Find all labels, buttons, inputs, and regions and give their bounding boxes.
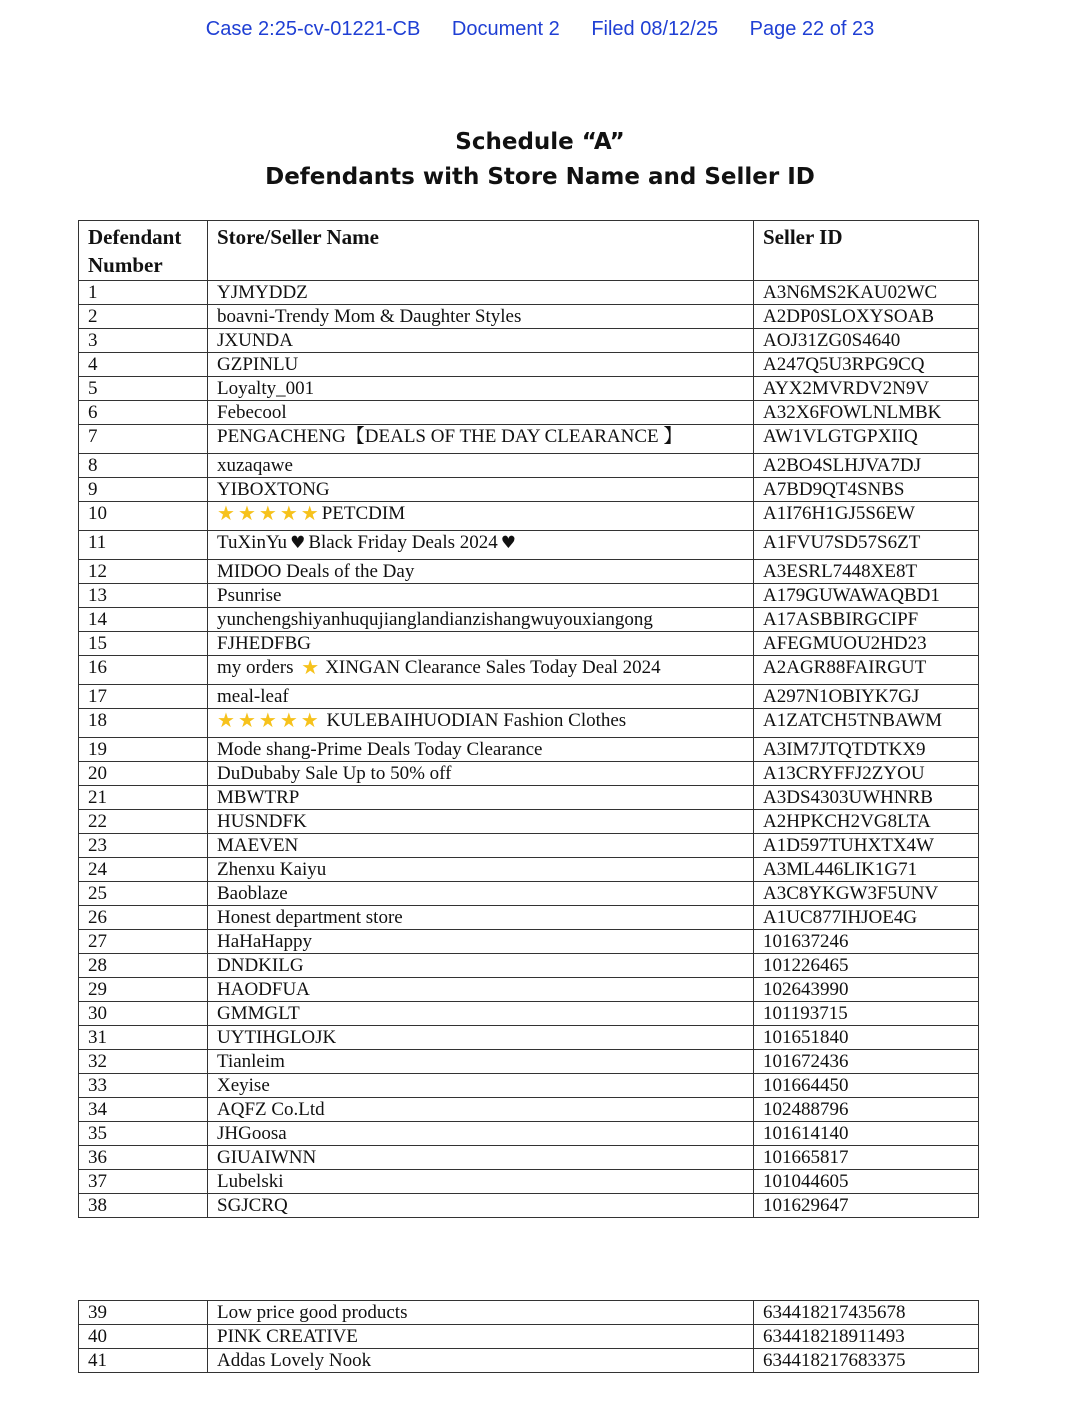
store-name-text: my orders xyxy=(217,657,294,678)
store-name: xuzaqawe xyxy=(208,454,754,478)
store-name xyxy=(208,709,754,738)
defendant-number: 22 xyxy=(79,810,208,834)
store-name-text: XINGAN Clearance Sales Today Deal 2024 xyxy=(325,657,661,678)
seller-id: A179GUWAWAQBD1 xyxy=(754,584,979,608)
defendant-number: 11 xyxy=(79,531,208,560)
defendant-number: 41 xyxy=(79,1349,208,1373)
seller-id: 101651840 xyxy=(754,1026,979,1050)
store-name: GIUAIWNN xyxy=(208,1146,754,1170)
store-name: Mode shang-Prime Deals Today Clearance xyxy=(208,738,754,762)
schedule-subtitle: Defendants with Store Name and Seller ID xyxy=(265,164,815,190)
defendant-number: 37 xyxy=(79,1170,208,1194)
table-row xyxy=(79,906,979,930)
store-name: meal-leaf xyxy=(208,685,754,709)
table-row xyxy=(79,882,979,906)
seller-id: A247Q5U3RPG9CQ xyxy=(754,353,979,377)
store-name: Xeyise xyxy=(208,1074,754,1098)
table-row xyxy=(79,1050,979,1074)
defendant-number: 4 xyxy=(79,353,208,377)
store-name xyxy=(208,656,754,685)
filed-date: Filed 08/12/25 xyxy=(591,18,719,40)
defendant-number: 17 xyxy=(79,685,208,709)
table-header-row xyxy=(79,221,979,281)
header-store-name: Store/Seller Name xyxy=(208,221,754,281)
store-name: Psunrise xyxy=(208,584,754,608)
table-row xyxy=(79,1325,979,1349)
header-defendant-number: Defendant Number xyxy=(79,221,208,281)
table-row xyxy=(79,329,979,353)
seller-id: 101637246 xyxy=(754,930,979,954)
defendant-number: 39 xyxy=(79,1301,208,1325)
seller-id: A32X6FOWLNLMBK xyxy=(754,401,979,425)
defendant-number: 12 xyxy=(79,560,208,584)
store-name-text: KULEBAIHUODIAN Fashion Clothes xyxy=(326,710,627,731)
seller-id: A297N1OBIYK7GJ xyxy=(754,685,979,709)
store-name: YIBOXTONG xyxy=(208,478,754,502)
table-row xyxy=(79,531,979,560)
table-row xyxy=(79,478,979,502)
table-row xyxy=(79,1122,979,1146)
store-name: JHGoosa xyxy=(208,1122,754,1146)
table-row xyxy=(79,762,979,786)
defendant-number: 21 xyxy=(79,786,208,810)
star-icon: ★ xyxy=(237,501,256,525)
table-row xyxy=(79,560,979,584)
store-name: Baoblaze xyxy=(208,882,754,906)
seller-id: A1UC877IHJOE4G xyxy=(754,906,979,930)
seller-id: 101664450 xyxy=(754,1074,979,1098)
store-name xyxy=(208,531,754,560)
seller-id: A1FVU7SD57S6ZT xyxy=(754,531,979,560)
store-name: AQFZ Co.Ltd xyxy=(208,1098,754,1122)
seller-id: A1ZATCH5TNBAWM xyxy=(754,709,979,738)
store-name-text: Black Friday Deals 2024 xyxy=(308,532,498,553)
table-row xyxy=(79,738,979,762)
defendant-number: 27 xyxy=(79,930,208,954)
seller-id: A1D597TUHXTX4W xyxy=(754,834,979,858)
defendant-number: 25 xyxy=(79,882,208,906)
table-row xyxy=(79,978,979,1002)
store-name: PENGACHENG【DEALS OF THE DAY CLEARANCE 】 xyxy=(208,425,754,454)
table-body xyxy=(79,281,979,1218)
seller-id: A1I76H1GJ5S6EW xyxy=(754,502,979,531)
table-row xyxy=(79,834,979,858)
table-row xyxy=(79,1194,979,1218)
store-name-text: PETCDIM xyxy=(321,503,406,524)
seller-id: 634418217683375 xyxy=(754,1349,979,1373)
star-icon: ★ xyxy=(279,501,298,525)
store-name: Honest department store xyxy=(208,906,754,930)
seller-id: A13CRYFFJ2ZYOU xyxy=(754,762,979,786)
seller-id: 101665817 xyxy=(754,1146,979,1170)
defendant-number: 14 xyxy=(79,608,208,632)
seller-id: 101629647 xyxy=(754,1194,979,1218)
defendant-number: 13 xyxy=(79,584,208,608)
seller-id: AOJ31ZG0S4640 xyxy=(754,329,979,353)
defendant-number: 16 xyxy=(79,656,208,685)
star-icon: ★ xyxy=(279,708,298,732)
heart-icon: ♥ xyxy=(500,533,516,553)
defendant-number: 7 xyxy=(79,425,208,454)
table-row xyxy=(79,1074,979,1098)
table-row xyxy=(79,1098,979,1122)
table-row xyxy=(79,1170,979,1194)
defendant-number: 40 xyxy=(79,1325,208,1349)
table-row xyxy=(79,425,979,454)
seller-id: 634418218911493 xyxy=(754,1325,979,1349)
seller-id: A3IM7JTQTDTKX9 xyxy=(754,738,979,762)
defendant-number: 15 xyxy=(79,632,208,656)
defendant-number: 32 xyxy=(79,1050,208,1074)
seller-id: A17ASBBIRGCIPF xyxy=(754,608,979,632)
seller-id: 102643990 xyxy=(754,978,979,1002)
seller-id: 101044605 xyxy=(754,1170,979,1194)
table-row xyxy=(79,954,979,978)
page-number: Page 22 of 23 xyxy=(749,18,875,40)
store-name: FJHEDFBG xyxy=(208,632,754,656)
star-icon: ★ xyxy=(300,708,319,732)
defendants-table xyxy=(78,220,979,1218)
seller-id: A2DP0SLOXYSOAB xyxy=(754,305,979,329)
table-row xyxy=(79,305,979,329)
defendants-table-continued xyxy=(78,1300,979,1373)
table-row xyxy=(79,930,979,954)
defendant-number: 31 xyxy=(79,1026,208,1050)
seller-id: A3ESRL7448XE8T xyxy=(754,560,979,584)
defendant-number: 23 xyxy=(79,834,208,858)
seller-id: 102488796 xyxy=(754,1098,979,1122)
seller-id: A7BD9QT4SNBS xyxy=(754,478,979,502)
table-row xyxy=(79,454,979,478)
seller-id: 101672436 xyxy=(754,1050,979,1074)
store-name: boavni-Trendy Mom & Daughter Styles xyxy=(208,305,754,329)
seller-id: A3C8YKGW3F5UNV xyxy=(754,882,979,906)
defendant-number: 36 xyxy=(79,1146,208,1170)
table-row xyxy=(79,685,979,709)
defendant-number: 2 xyxy=(79,305,208,329)
table-row xyxy=(79,1026,979,1050)
seller-id: A2BO4SLHJVA7DJ xyxy=(754,454,979,478)
store-name: DuDubaby Sale Up to 50% off xyxy=(208,762,754,786)
table-row xyxy=(79,1002,979,1026)
store-name: UYTIHGLOJK xyxy=(208,1026,754,1050)
store-name: SGJCRQ xyxy=(208,1194,754,1218)
defendant-number: 20 xyxy=(79,762,208,786)
store-name: HaHaHappy xyxy=(208,930,754,954)
store-name: Low price good products xyxy=(208,1301,754,1325)
defendant-number: 33 xyxy=(79,1074,208,1098)
seller-id: A2HPKCH2VG8LTA xyxy=(754,810,979,834)
defendant-number: 10 xyxy=(79,502,208,531)
seller-id: A3DS4303UWHNRB xyxy=(754,786,979,810)
store-name: Febecool xyxy=(208,401,754,425)
store-name: MIDOO Deals of the Day xyxy=(208,560,754,584)
store-name: JXUNDA xyxy=(208,329,754,353)
store-name: GMMGLT xyxy=(208,1002,754,1026)
store-name: DNDKILG xyxy=(208,954,754,978)
table-row xyxy=(79,858,979,882)
store-name: Zhenxu Kaiyu xyxy=(208,858,754,882)
defendant-number: 24 xyxy=(79,858,208,882)
defendant-number: 35 xyxy=(79,1122,208,1146)
case-header xyxy=(0,18,1080,41)
star-icon: ★ xyxy=(237,708,256,732)
store-name: Lubelski xyxy=(208,1170,754,1194)
star-icon: ★ xyxy=(217,708,235,732)
defendant-number: 9 xyxy=(79,478,208,502)
store-name: Addas Lovely Nook xyxy=(208,1349,754,1373)
defendant-number: 18 xyxy=(79,709,208,738)
seller-id: AFEGMUOU2HD23 xyxy=(754,632,979,656)
seller-id: AW1VLGTGPXIIQ xyxy=(754,425,979,454)
defendant-number: 19 xyxy=(79,738,208,762)
store-name: yunchengshiyanhuqujianglandianzishangwuyouxiangong xyxy=(208,608,754,632)
store-name: HAODFUA xyxy=(208,978,754,1002)
schedule-title: Schedule “A” xyxy=(455,129,625,155)
seller-id: A3ML446LIK1G71 xyxy=(754,858,979,882)
seller-id: AYX2MVRDV2N9V xyxy=(754,377,979,401)
defendant-number: 3 xyxy=(79,329,208,353)
table-body-continued xyxy=(79,1301,979,1373)
store-name: Tianleim xyxy=(208,1050,754,1074)
table-row xyxy=(79,786,979,810)
seller-id: 101193715 xyxy=(754,1002,979,1026)
defendant-number: 30 xyxy=(79,1002,208,1026)
defendant-number: 1 xyxy=(79,281,208,305)
table-row xyxy=(79,353,979,377)
store-name: MAEVEN xyxy=(208,834,754,858)
heart-icon: ♥ xyxy=(290,533,306,553)
defendant-number: 29 xyxy=(79,978,208,1002)
table-row xyxy=(79,1146,979,1170)
table-row xyxy=(79,377,979,401)
star-icon: ★ xyxy=(258,708,277,732)
store-name: MBWTRP xyxy=(208,786,754,810)
defendant-number: 5 xyxy=(79,377,208,401)
star-icon: ★ xyxy=(258,501,277,525)
table-row xyxy=(79,656,979,685)
defendant-number: 34 xyxy=(79,1098,208,1122)
table-row xyxy=(79,1301,979,1325)
defendant-number: 38 xyxy=(79,1194,208,1218)
table-row xyxy=(79,632,979,656)
store-name-text: TuXinYu xyxy=(217,532,288,553)
store-name: Loyalty_001 xyxy=(208,377,754,401)
star-icon: ★ xyxy=(217,501,235,525)
table-row xyxy=(79,810,979,834)
store-name xyxy=(208,502,754,531)
seller-id: A2AGR88FAIRGUT xyxy=(754,656,979,685)
store-name: HUSNDFK xyxy=(208,810,754,834)
seller-id: A3N6MS2KAU02WC xyxy=(754,281,979,305)
table-row xyxy=(79,401,979,425)
store-name: GZPINLU xyxy=(208,353,754,377)
table-row xyxy=(79,502,979,531)
table-row xyxy=(79,709,979,738)
table-row xyxy=(79,1349,979,1373)
defendant-number: 6 xyxy=(79,401,208,425)
seller-id: 101226465 xyxy=(754,954,979,978)
store-name: YJMYDDZ xyxy=(208,281,754,305)
table-row xyxy=(79,608,979,632)
document-number: Document 2 xyxy=(451,18,560,40)
star-icon: ★ xyxy=(301,655,320,679)
defendant-number: 26 xyxy=(79,906,208,930)
table-row xyxy=(79,584,979,608)
header-seller-id: Seller ID xyxy=(754,221,979,281)
case-number: Case 2:25-cv-01221-CB xyxy=(205,18,421,40)
defendant-number: 8 xyxy=(79,454,208,478)
star-icon: ★ xyxy=(300,501,319,525)
seller-id: 634418217435678 xyxy=(754,1301,979,1325)
seller-id: 101614140 xyxy=(754,1122,979,1146)
store-name: PINK CREATIVE xyxy=(208,1325,754,1349)
table-row xyxy=(79,281,979,305)
defendant-number: 28 xyxy=(79,954,208,978)
